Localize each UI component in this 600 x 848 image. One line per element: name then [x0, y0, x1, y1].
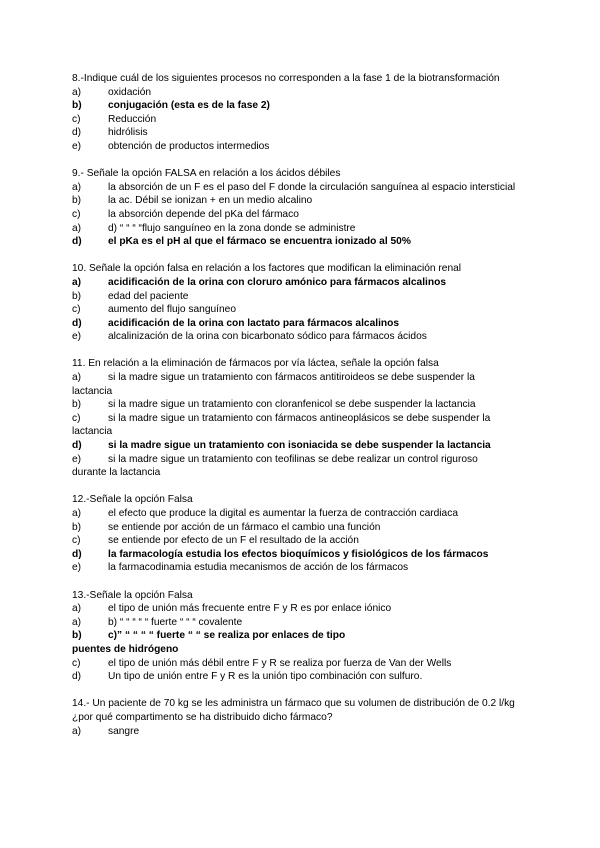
answer-option [72, 629, 532, 643]
answer-option [72, 113, 532, 127]
answer-option [72, 534, 532, 548]
option-label: a) [72, 603, 82, 615]
answer-option [72, 725, 532, 739]
answer-option [72, 317, 532, 331]
option-label: c) [72, 657, 81, 669]
option-text: hidrólisis [108, 127, 148, 139]
option-text: oxidación [108, 86, 152, 98]
answer-option [72, 99, 532, 113]
question-12 [72, 493, 532, 575]
option-label: b) [72, 195, 82, 207]
option-text: acidificación de la orina con lactato para fármacos alcalinos [108, 317, 400, 329]
option-text: edad del paciente [108, 290, 189, 302]
answer-option [72, 616, 532, 630]
option-text: se entiende por efecto de un F el resultado de la acción [108, 535, 359, 547]
option-continuation: puentes de hidrógeno [72, 643, 179, 655]
option-text: si la madre sigue un tratamiento con isoniacida se debe suspender la lactancia [108, 440, 491, 452]
option-text: si la madre sigue un tratamiento con teofilinas se debe realizar un control riguroso [108, 453, 478, 465]
option-label: e) [72, 562, 82, 574]
option-label: e) [72, 331, 82, 343]
option-label: d) [72, 236, 82, 248]
question-13 [72, 589, 532, 684]
answer-option [72, 126, 532, 140]
option-label: a) [72, 86, 82, 98]
option-text: sangre [108, 725, 140, 737]
question-9 [72, 167, 532, 249]
option-label: a) [72, 508, 82, 519]
question-text: 11. En relación a la eliminación de fármacos por vía láctea, señale la opción falsa [72, 358, 439, 370]
answer-option [72, 561, 532, 575]
answer-option [72, 140, 532, 154]
question-11 [72, 357, 532, 479]
option-label: d) [72, 548, 82, 560]
question-text: 10. Señale la opción falsa en relación a los factores que modifican la eliminación renal [72, 263, 462, 275]
option-continuation: durante la lactancia [72, 467, 161, 479]
option-text: alcalinización de la orina con bicarbonato sódico para fármacos ácidos [108, 331, 427, 343]
option-label: a) [72, 372, 82, 384]
option-text: Un tipo de unión entre F y R es la unión tipo combinación con sulfuro. [108, 671, 423, 683]
answer-option [72, 398, 532, 412]
option-label: e) [72, 140, 82, 152]
option-label: b) [72, 100, 82, 112]
answer-option [72, 657, 532, 671]
answer-option [72, 222, 532, 236]
option-label: a) [72, 181, 82, 193]
answer-option [72, 548, 532, 562]
option-label: c) [72, 535, 81, 547]
option-text: la absorción depende del pKa del fármaco [108, 208, 299, 220]
option-label: c) [72, 412, 81, 424]
option-text: la absorción de un F es el paso del F donde la circulación sanguínea al espacio intersticial [108, 181, 516, 193]
option-text: la ac. Débil se ionizan + en un medio alcalino [108, 195, 313, 207]
option-label: a) [72, 222, 82, 234]
option-label: d) [72, 317, 82, 329]
option-text: conjugación (esta es de la fase 2) [108, 100, 270, 112]
option-text: la farmacodinamia estudia mecanismos de acción de los fármacos [108, 562, 409, 574]
option-label: b) [72, 399, 82, 411]
answer-option [72, 453, 532, 467]
answer-option [72, 303, 532, 317]
answer-option [72, 208, 532, 222]
answer-option [72, 602, 532, 616]
option-label: d) [72, 440, 82, 452]
option-label: d) [72, 127, 82, 139]
answer-option [72, 439, 532, 453]
option-continuation: lactancia [72, 426, 113, 438]
answer-option [72, 521, 532, 535]
option-text: el tipo de unión más frecuente entre F y R es por enlace iónico [108, 603, 392, 615]
option-label: b) [72, 290, 82, 302]
question-text: 9.- Señale la opción FALSA en relación a los ácidos débiles [72, 168, 341, 180]
option-text: el tipo de unión más débil entre F y R se realiza por fuerza de Van der Wells [108, 657, 452, 669]
answer-option [72, 86, 532, 100]
answer-option [72, 235, 532, 249]
answer-option [72, 276, 532, 290]
option-label: e) [72, 453, 82, 465]
question-8 [72, 72, 532, 154]
option-text: b) “ “ “ “ “ fuerte “ “ “ covalente [108, 616, 243, 628]
answer-option [72, 290, 532, 304]
option-text: el efecto que produce la digital es aumentar la fuerza de contracción cardiaca [108, 508, 458, 519]
option-label: a) [72, 725, 82, 737]
option-text: el pKa es el pH al que el fármaco se encuentra ionizado al 50% [108, 236, 411, 248]
question-14 [72, 697, 532, 738]
option-text: acidificación de la orina con cloruro amónico para fármacos alcalinos [108, 276, 446, 288]
option-text: si la madre sigue un tratamiento con cloranfenicol se debe suspender la lactancia [108, 399, 476, 411]
option-text: la farmacología estudia los efectos bioquímicos y fisiológicos de los fármacos [108, 548, 489, 560]
question-text: 12.-Señale la opción Falsa [72, 494, 193, 506]
option-label: a) [72, 276, 82, 288]
question-10 [72, 262, 532, 344]
document-page [72, 72, 532, 752]
option-text: Reducción [108, 113, 157, 125]
option-label: c) [72, 208, 81, 220]
option-label: a) [72, 616, 82, 628]
option-label: d) [72, 671, 82, 683]
option-text: obtención de productos intermedios [108, 140, 270, 152]
answer-option [72, 330, 532, 344]
answer-option [72, 194, 532, 208]
answer-option [72, 412, 532, 426]
option-label: b) [72, 521, 82, 533]
option-text: se entiende por acción de un fármaco el cambio una función [108, 521, 381, 533]
option-continuation: lactancia [72, 385, 113, 397]
answer-option [72, 670, 532, 684]
question-text: 14.- Un paciente de 70 kg se les administra un fármaco que su volumen de distribución de 0.2 l/kg ¿por qué compartimento se ha distribuido dicho fármaco? [72, 698, 515, 723]
option-label: b) [72, 630, 82, 642]
answer-option [72, 371, 532, 385]
option-label: c) [72, 113, 81, 125]
option-text: c)” “ “ “ “ fuerte “ “ se realiza por enlaces de tipo [108, 630, 346, 642]
answer-option [72, 181, 532, 195]
question-text: 13.-Señale la opción Falsa [72, 589, 193, 601]
option-label: c) [72, 304, 81, 316]
answer-option [72, 507, 532, 521]
option-text: d) “ “ “ “flujo sanguíneo en la zona donde se administre [108, 222, 356, 234]
option-text: aumento del flujo sanguíneo [108, 304, 237, 316]
option-text: si la madre sigue un tratamiento con fármacos antineoplásicos se debe suspender la [108, 412, 491, 424]
option-text: si la madre sigue un tratamiento con fármacos antitiroideos se debe suspender la [108, 372, 475, 384]
question-text: 8.-Indique cuál de los siguientes procesos no corresponden a la fase 1 de la biotransformación [72, 73, 500, 84]
